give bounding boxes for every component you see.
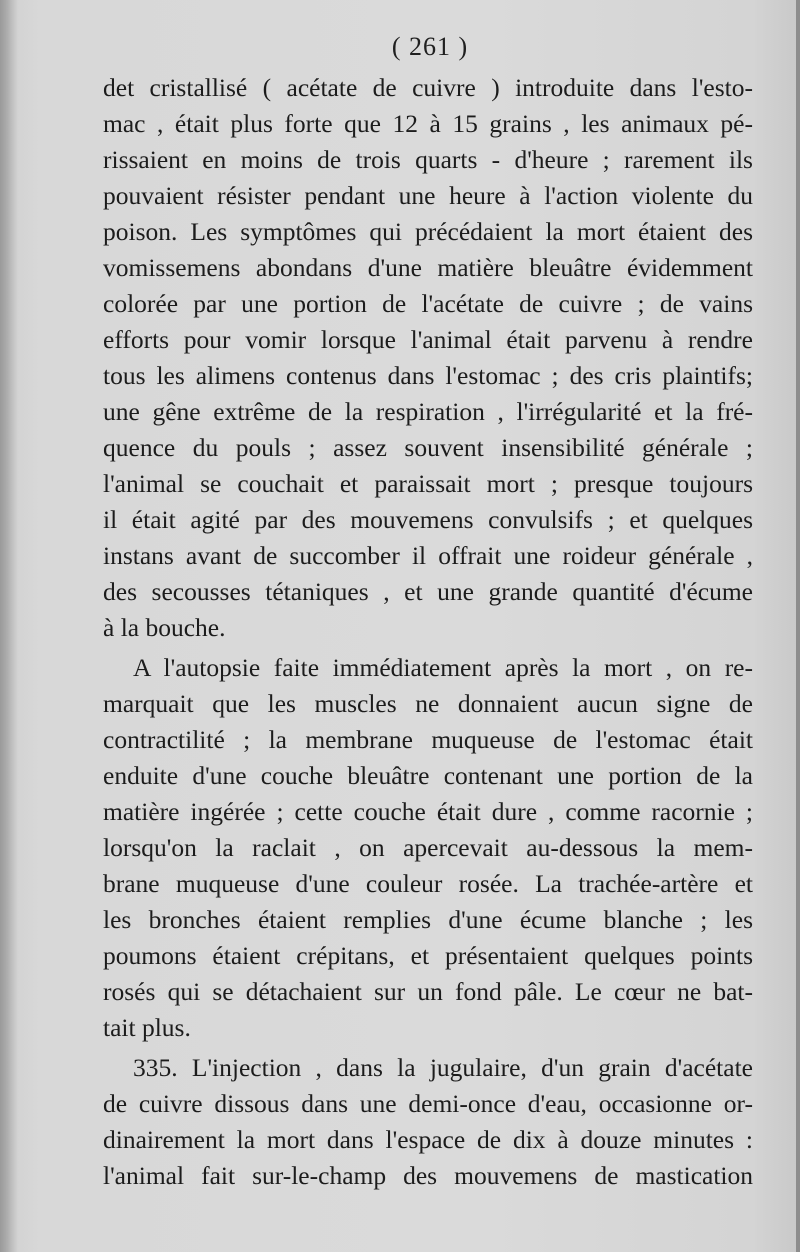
text-line: contractilité ; la membrane muqueuse de l'estomac était xyxy=(103,725,753,754)
text-line: les bronches étaient remplies d'une écume blanche ; les xyxy=(103,905,753,934)
text-line: lorsqu'on la raclait , on apercevait au-dessous la mem- xyxy=(103,833,753,862)
text-line: tait plus. xyxy=(103,1013,191,1042)
text-line: dinairement la mort dans l'espace de dix à douze minutes : xyxy=(103,1125,753,1154)
text-line: det cristallisé ( acétate de cuivre ) introduite dans l'esto- xyxy=(103,73,753,102)
text-line: colorée par une portion de l'acétate de cuivre ; de vains xyxy=(103,289,753,318)
text-line: brane muqueuse d'une couleur rosée. La trachée-artère et xyxy=(103,869,753,898)
paragraph-start-line: A l'autopsie faite immédiatement après la mort , on re- xyxy=(133,653,753,682)
text-line: instans avant de succomber il offrait une roideur générale , xyxy=(103,541,753,570)
text-line: poison. Les symptômes qui précédaient la mort étaient des xyxy=(103,217,753,246)
paragraph-start-line: 335. L'injection , dans la jugulaire, d'un grain d'acétate xyxy=(133,1053,753,1082)
text-line: enduite d'une couche bleuâtre contenant une portion de la xyxy=(103,761,753,790)
text-line: quence du pouls ; assez souvent insensibilité générale ; xyxy=(103,433,753,462)
text-line: mac , était plus forte que 12 à 15 grains , les animaux pé- xyxy=(103,109,753,138)
text-line: une gêne extrême de la respiration , l'irrégularité et la fré- xyxy=(103,397,753,426)
text-line: marquait que les muscles ne donnaient aucun signe de xyxy=(103,689,753,718)
text-line: pouvaient résister pendant une heure à l'action violente du xyxy=(103,181,753,210)
text-line: vomissemens abondans d'une matière bleuâtre évidemment xyxy=(103,253,753,282)
text-line: il était agité par des mouvemens convulsifs ; et quelques xyxy=(103,505,753,534)
text-line: poumons étaient crépitans, et présentaient quelques points xyxy=(103,941,753,970)
text-line: à la bouche. xyxy=(103,613,226,642)
text-line: rosés qui se détachaient sur un fond pâle. Le cœur ne bat- xyxy=(103,977,753,1006)
text-line: matière ingérée ; cette couche était dure , comme racornie ; xyxy=(103,797,753,826)
page-number: ( 261 ) xyxy=(391,32,469,61)
text-line: efforts pour vomir lorsque l'animal était parvenu à rendre xyxy=(103,325,753,354)
text-line: de cuivre dissous dans une demi-once d'eau, occasionne or- xyxy=(103,1089,753,1118)
text-line: l'animal fait sur-le-champ des mouvemens de mastication xyxy=(103,1161,753,1190)
page-text xyxy=(103,70,753,1194)
text-line: des secousses tétaniques , et une grande quantité d'écume xyxy=(103,577,753,606)
text-line: rissaient en moins de trois quarts - d'heure ; rarement ils xyxy=(103,145,753,174)
text-line: tous les alimens contenus dans l'estomac ; des cris plaintifs; xyxy=(103,361,753,390)
text-line: l'animal se couchait et paraissait mort ; presque toujours xyxy=(103,469,753,498)
